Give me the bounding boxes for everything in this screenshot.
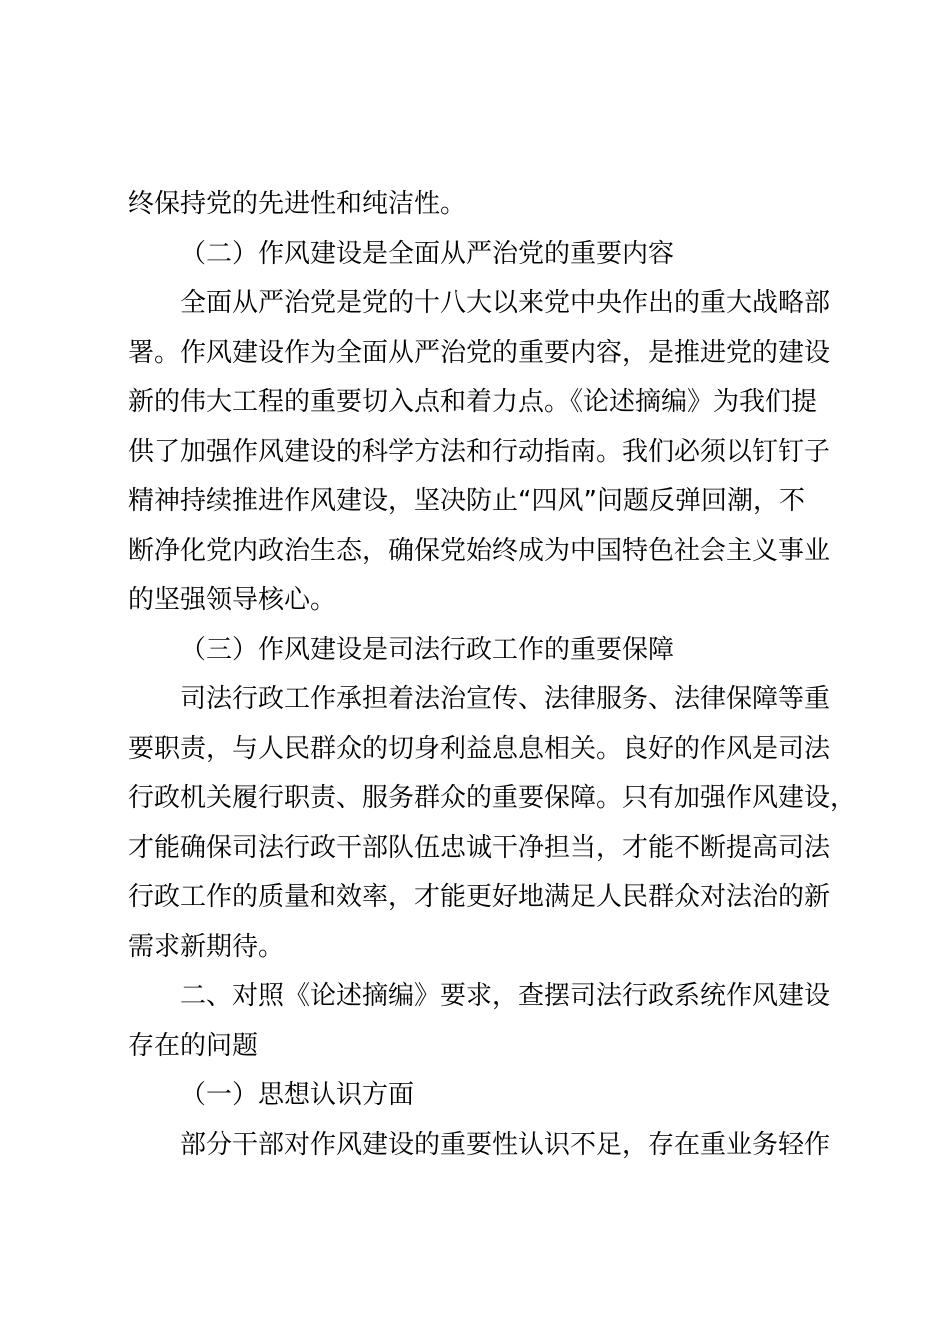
text-line: 才能确保司法行政干部队伍忠诚干净担当，才能不断提高司法: [128, 832, 831, 863]
text-line: 需求新期待。: [128, 931, 285, 962]
paragraph-start: 司法行政工作承担着法治宣传、法律服务、法律保障等重: [180, 684, 831, 714]
text-line: 行政机关履行职责、服务群众的重要保障。只有加强作风建设，: [128, 783, 857, 813]
section-heading: （三）作风建设是司法行政工作的重要保障: [180, 634, 675, 665]
document-body: [128, 180, 857, 1170]
paragraph-start: 全面从严治党是党的十八大以来党中央作出的重大战略部: [180, 288, 831, 318]
text-line: 终保持党的先进性和纯洁性。: [128, 189, 467, 219]
chapter-heading: 二、对照《论述摘编》要求，查摆司法行政系统作风建设: [180, 981, 831, 1011]
chapter-heading-continued: 存在的问题: [128, 1030, 259, 1061]
text-line: 的坚强领导核心。: [128, 585, 337, 615]
section-heading: （二）作风建设是全面从严治党的重要内容: [180, 238, 675, 269]
text-line: 署。作风建设作为全面从严治党的重要内容，是推进党的建设: [128, 337, 831, 368]
text-line: 新的伟大工程的重要切入点和着力点。《论述摘编》为我们提: [128, 387, 818, 417]
section-heading: （一）思想认识方面: [180, 1080, 415, 1110]
text-line: 断净化党内政治生态，确保党始终成为中国特色社会主义事业: [128, 535, 831, 566]
text-line: 行政工作的质量和效率，才能更好地满足人民群众对法治的新: [128, 882, 831, 912]
text-line: 精神持续推进作风建设，坚决防止“四风”问题反弹回潮，不: [128, 486, 805, 516]
paragraph-start: 部分干部对作风建设的重要性认识不足，存在重业务轻作: [180, 1129, 831, 1160]
text-line: 要职责，与人民群众的切身利益息息相关。良好的作风是司法: [128, 733, 831, 764]
text-line: 供了加强作风建设的科学方法和行动指南。我们必须以钉钉子: [128, 436, 831, 467]
